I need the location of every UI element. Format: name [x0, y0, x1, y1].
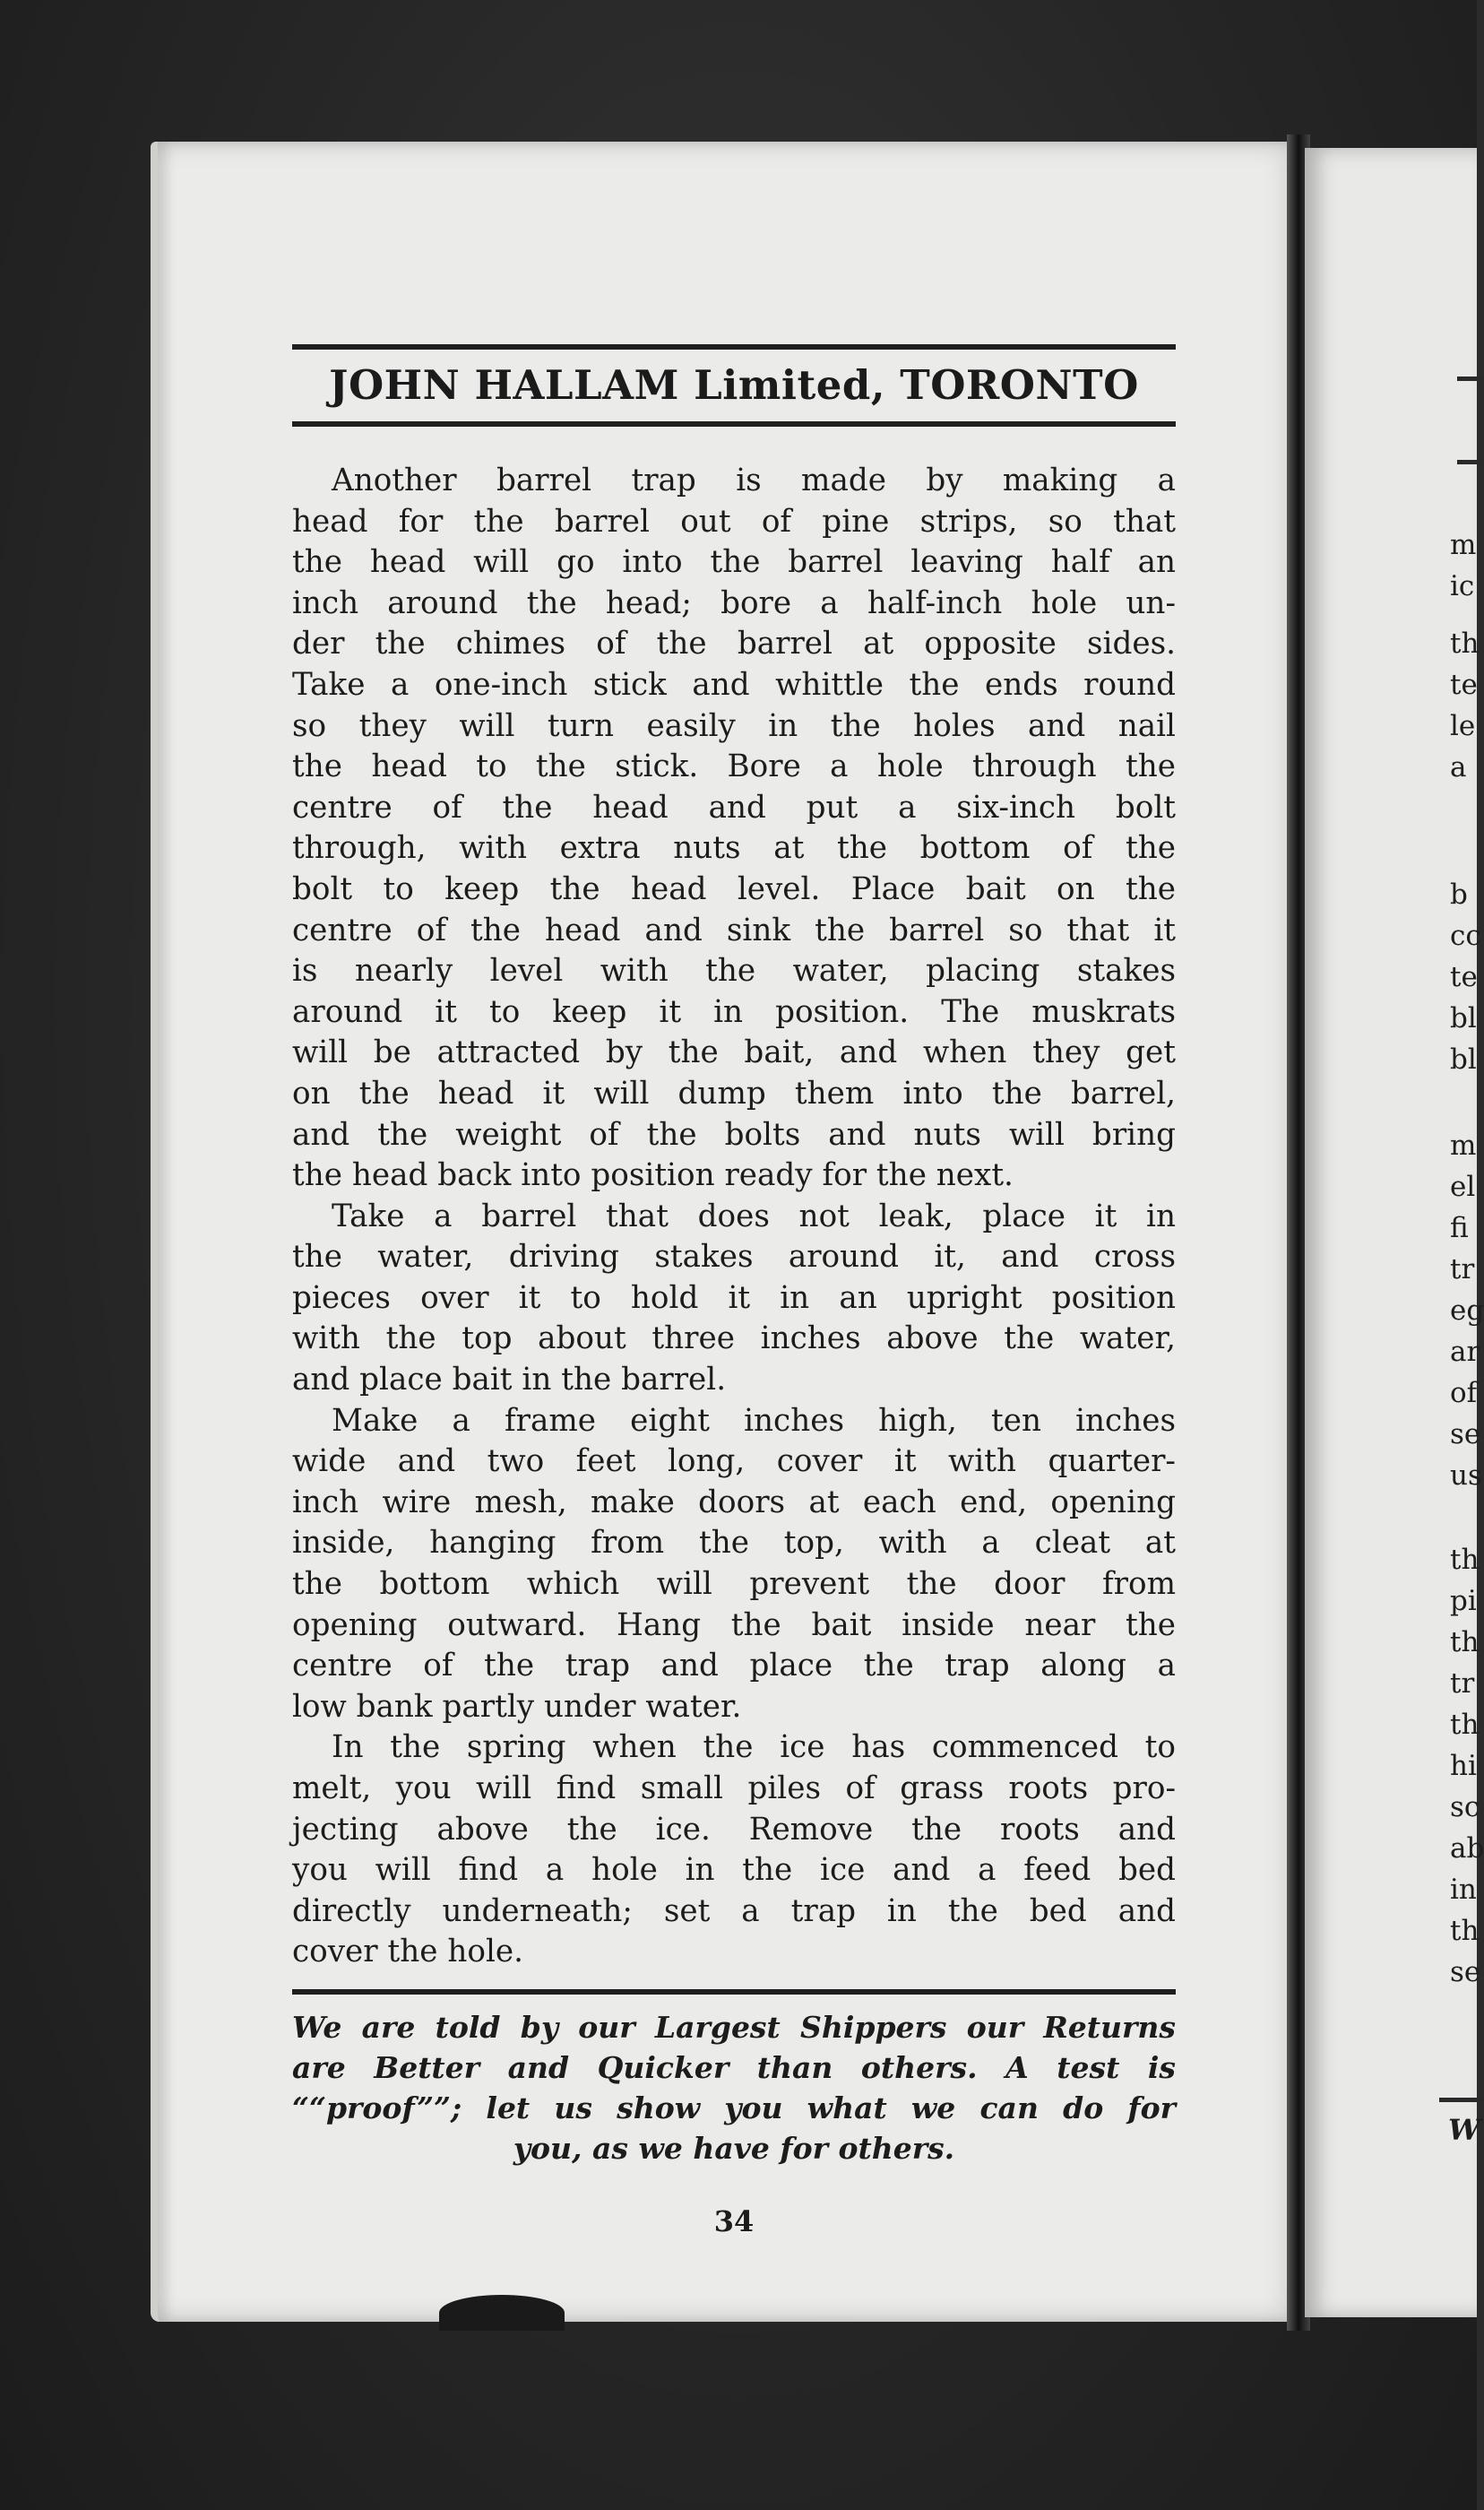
body-line: and place bait in the barrel.: [292, 1362, 727, 1398]
body-line: Make a frame eight inches high, ten inches: [332, 1402, 1176, 1439]
scan-smudge: [439, 2295, 565, 2331]
right-page-header-rule-top: [1457, 376, 1484, 381]
right-page-fragment: cc: [1450, 920, 1481, 952]
right-page-fragment: m: [1450, 529, 1477, 561]
body-line: Another barrel trap is made by making a: [332, 463, 1176, 498]
body-line: Take a one-inch stick and whittle the ends round: [292, 666, 1176, 703]
body-line: inside, hanging from the top, with a cleat at: [292, 1525, 1176, 1562]
body-line: is nearly level with the water, placing stakes: [292, 953, 1176, 990]
body-line: low bank partly under water.: [292, 1688, 742, 1725]
right-page-fragment: th: [1450, 1709, 1480, 1741]
right-page-footer-fragment: W: [1448, 2113, 1480, 2147]
body-line: directly underneath; set a trap in the bed and: [292, 1892, 1176, 1929]
right-page-fragment: a: [1450, 751, 1467, 783]
body-line: centre of the head and sink the barrel so that it: [292, 912, 1176, 948]
right-page-fragment: te: [1450, 669, 1478, 701]
right-page-fragment: se: [1450, 1956, 1481, 1988]
page-header-title: JOHN HALLAM Limited, TORONTO: [329, 361, 1139, 409]
right-page-fragment: m: [1450, 1130, 1477, 1162]
body-line: melt, you will find small piles of grass roots pro-: [292, 1770, 1176, 1806]
header-rule-bottom: [292, 421, 1176, 427]
body-line: opening outward. Hang the bait inside near the: [292, 1606, 1176, 1643]
body-line: pieces over it to hold it in an upright position: [292, 1279, 1176, 1316]
body-line: wide and two feet long, cover it with quarter-: [292, 1443, 1176, 1480]
body-line: through, with extra nuts at the bottom of the: [292, 830, 1176, 867]
body-line: the head to the stick. Bore a hole through the: [292, 749, 1176, 785]
footer-line: you, as we have for others.: [513, 2130, 955, 2166]
body-line: bolt to keep the head level. Place bait on the: [292, 870, 1176, 907]
body-line: inch around the head; bore a half-inch hole un-: [292, 584, 1176, 621]
right-page-fragment: se: [1450, 1418, 1481, 1450]
right-page-fragment: th: [1450, 628, 1480, 660]
body-line: head for the barrel out of pine strips, so that: [292, 503, 1176, 540]
body-line: cover the hole.: [292, 1934, 523, 1970]
right-page-fragment: bl: [1450, 1043, 1477, 1076]
right-page-fragment: el: [1450, 1171, 1476, 1203]
footer-line: ““proof””; let us show you what we can do for: [292, 2090, 1176, 2125]
body-line: jecting above the ice. Remove the roots and: [292, 1811, 1176, 1848]
right-page-fragment: ab: [1450, 1832, 1484, 1865]
right-page-fragment: pi: [1450, 1585, 1477, 1617]
right-page-fragment: eg: [1450, 1294, 1484, 1327]
right-page-fragment: th: [1450, 1626, 1480, 1658]
right-page-fragment: ic: [1450, 570, 1475, 602]
body-line: Take a barrel that does not leak, place it in: [332, 1198, 1176, 1234]
right-page: [1305, 148, 1484, 2317]
right-page-fragment: b: [1450, 878, 1468, 911]
footer-rule: [292, 1989, 1176, 1995]
body-line: In the spring when the ice has commenced to: [332, 1729, 1176, 1766]
page-content: [292, 344, 1176, 2238]
right-page-fragment: te: [1450, 961, 1478, 993]
right-page-fragment: tr: [1450, 1667, 1475, 1700]
body-line: will be attracted by the bait, and when they get: [292, 1034, 1176, 1071]
body-line: centre of the trap and place the trap along a: [292, 1648, 1176, 1684]
right-page-fragment: th: [1450, 1915, 1480, 1947]
body-line: and the weight of the bolts and nuts will bring: [292, 1116, 1176, 1153]
body-line: on the head it will dump them into the barrel,: [292, 1075, 1176, 1112]
right-page-fragment: sc: [1450, 1791, 1480, 1823]
right-page-fragment: le: [1450, 710, 1476, 742]
body-line: the head will go into the barrel leaving half an: [292, 544, 1176, 581]
right-page-fragment: th: [1450, 1544, 1480, 1576]
body-text: [292, 461, 1176, 1973]
right-page-fragment: of: [1450, 1377, 1478, 1409]
right-page-fragment: us: [1450, 1459, 1482, 1492]
right-page-footer-rule: [1439, 2098, 1484, 2102]
page-number: 34: [713, 2203, 755, 2238]
body-line: with the top about three inches above the water,: [292, 1320, 1176, 1357]
body-line: der the chimes of the barrel at opposite sides.: [292, 626, 1176, 662]
body-line: you will find a hole in the ice and a feed bed: [292, 1852, 1176, 1889]
body-line: around it to keep it in position. The muskrats: [292, 993, 1176, 1030]
body-line: so they will turn easily in the holes and nail: [292, 707, 1176, 744]
body-line: inch wire mesh, make doors at each end, opening: [292, 1484, 1176, 1520]
footer-advert-note: [292, 2007, 1176, 2168]
footer-line: We are told by our Largest Shippers our Returns: [292, 2009, 1176, 2045]
right-page-fragment: in: [1450, 1874, 1477, 1906]
footer-line: are Better and Quicker than others. A test is: [292, 2049, 1176, 2085]
body-line: the head back into position ready for the next.: [292, 1157, 1014, 1194]
right-page-fragment: ar: [1450, 1336, 1480, 1368]
body-line: centre of the head and put a six-inch bolt: [292, 789, 1176, 826]
right-page-fragment: bl: [1450, 1002, 1477, 1034]
body-line: the bottom which will prevent the door from: [292, 1566, 1176, 1603]
right-page-fragment: hi: [1450, 1750, 1477, 1782]
body-line: the water, driving stakes around it, and cross: [292, 1239, 1176, 1276]
right-page-fragment: tr: [1450, 1253, 1475, 1285]
right-page-header-rule-bottom: [1457, 460, 1484, 464]
right-page-fragment: fi: [1450, 1212, 1469, 1244]
